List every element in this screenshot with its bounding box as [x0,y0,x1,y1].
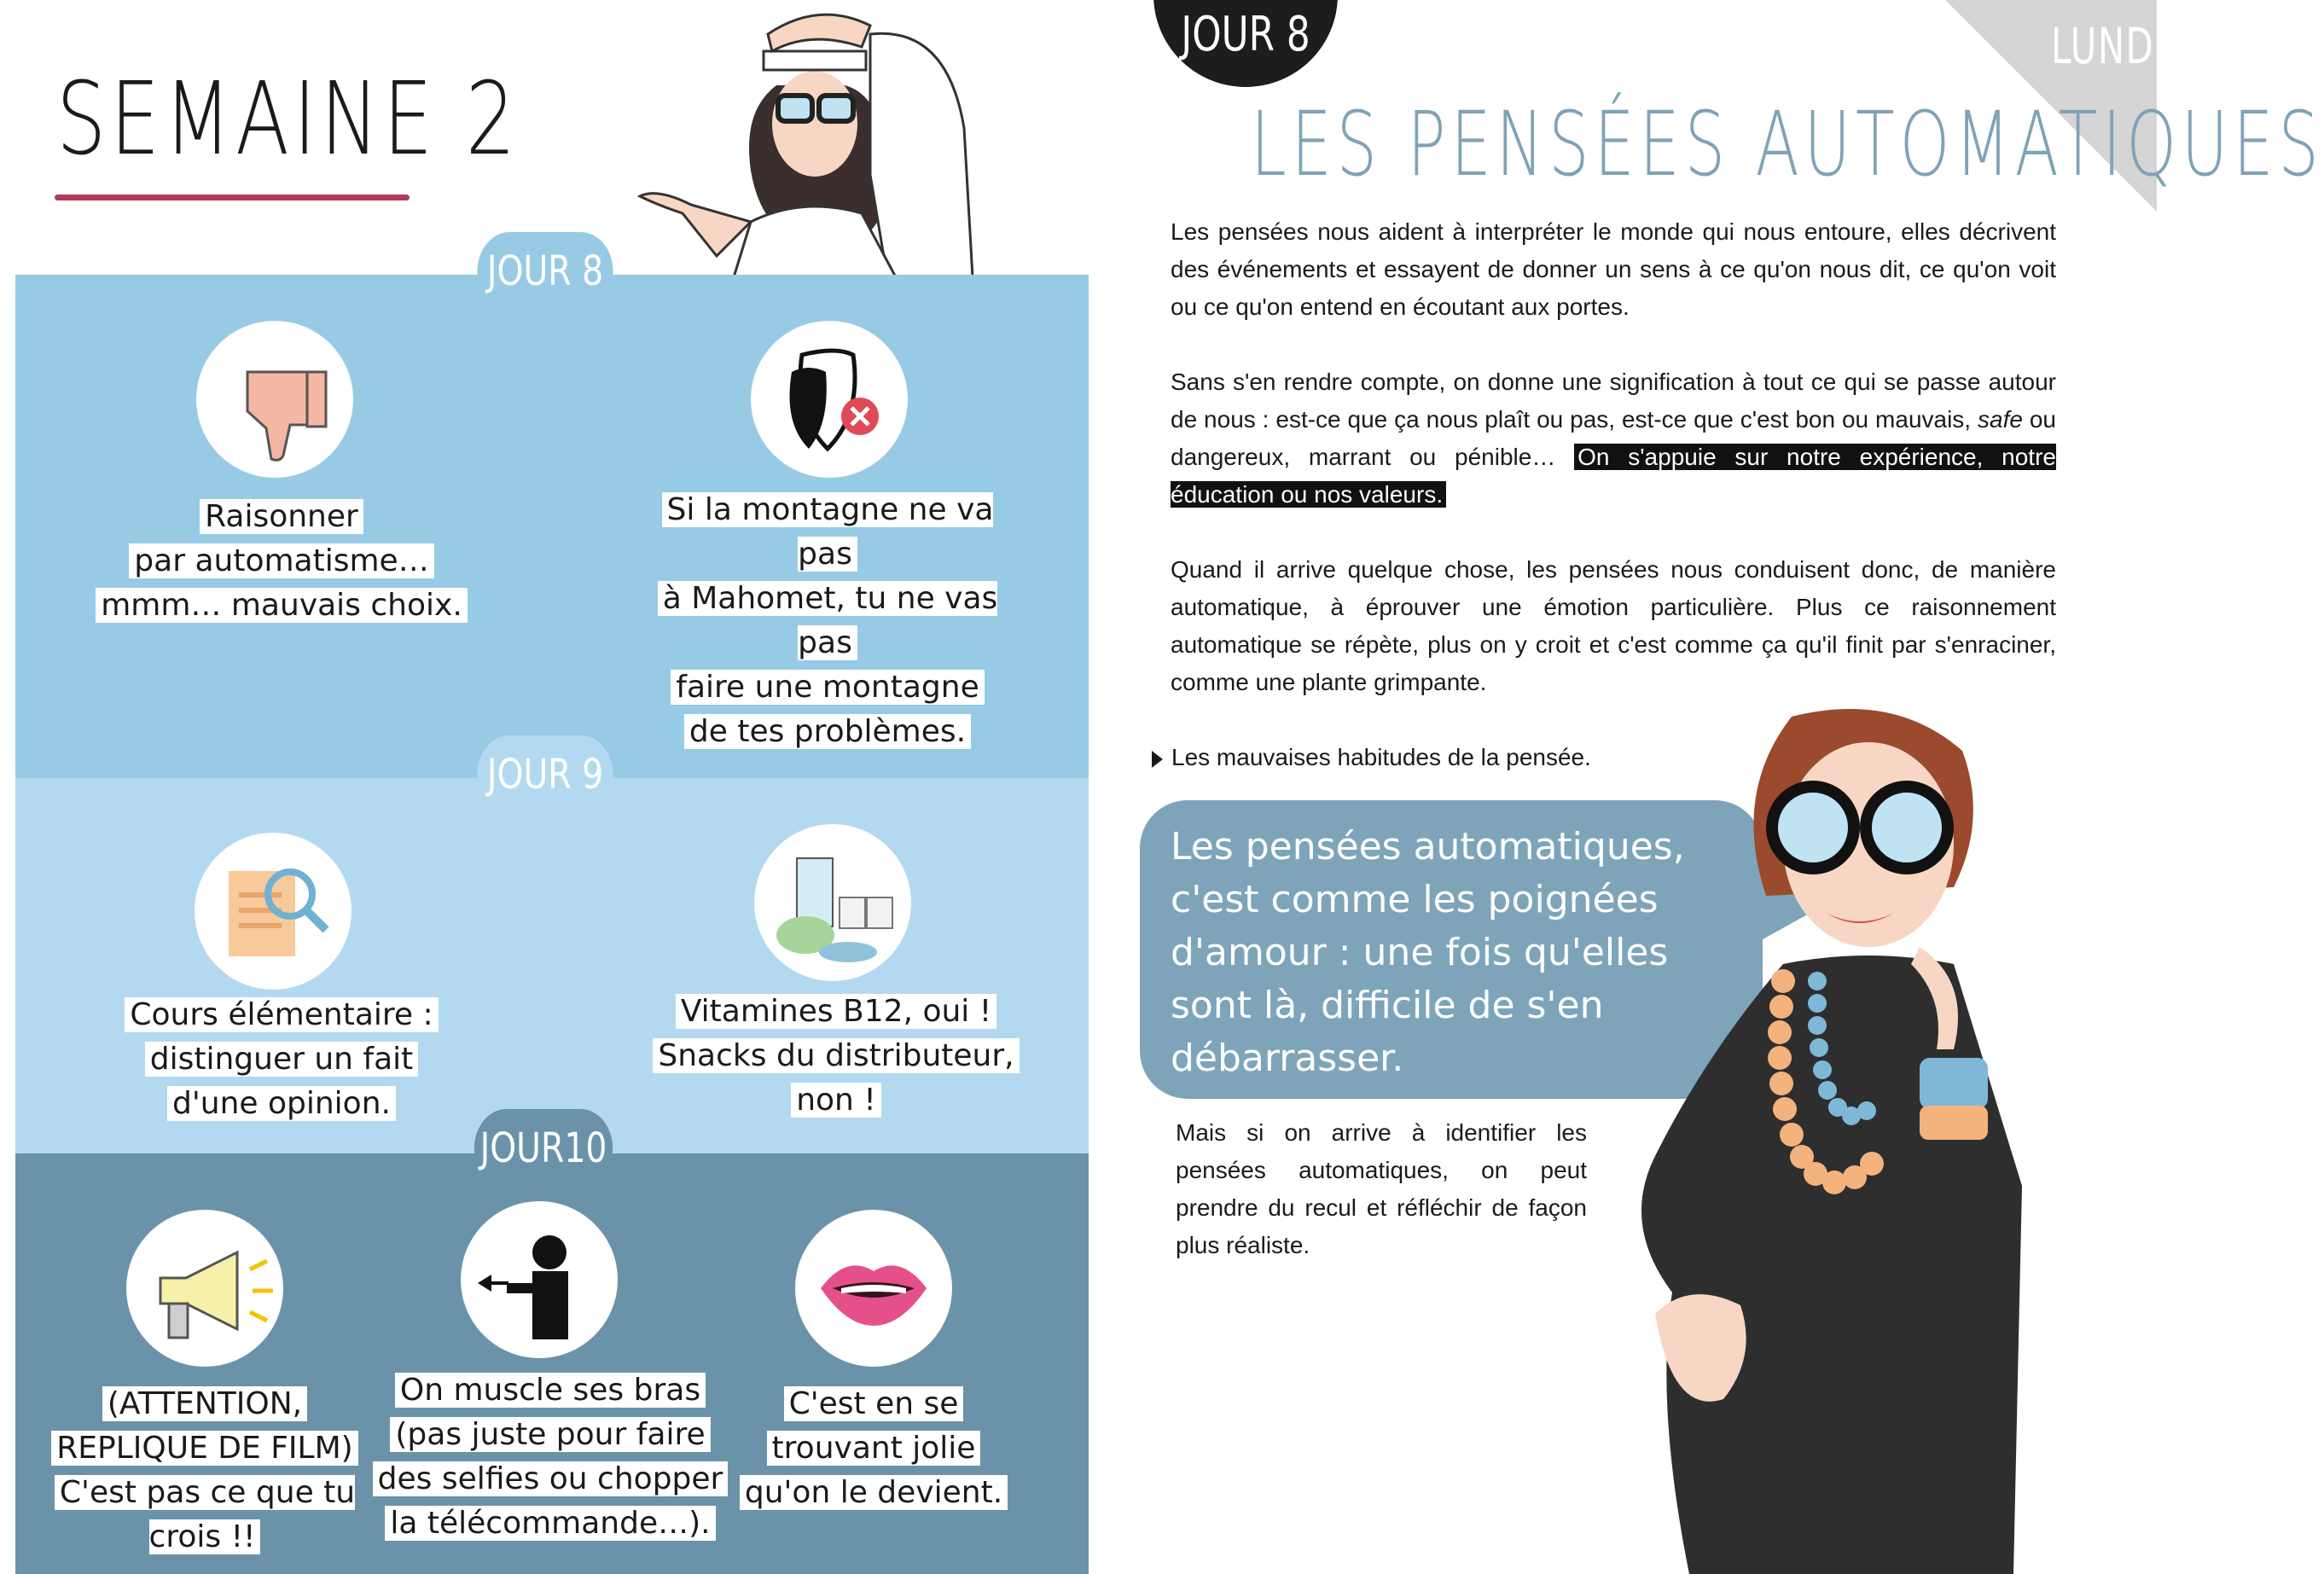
jour9-caption-1: Cours élémentaire : distinguer un fait d'une opinion. [94,993,469,1126]
lips-icon [795,1210,952,1367]
groceries-icon [754,824,911,981]
jour10-caption-2: On muscle ses bras (pas juste pour faire des selfies ou chopper la télécommande…). [367,1368,734,1546]
highlighted-sentence: On s'appuie sur notre expérience, notre éducation ou nos valeurs. [1171,444,2056,508]
paragraph-2: Sans s'en rendre compte, on donne une signification à tout ce qui se passe autour de nous : est-ce que ça nous plaît ou pas, est-ce que c'est bon ou mauvais, safe ou dangereux, marrant ou pénible… On s'appuie sur notre expérience, notre éducation ou nos valeurs. [1171,369,2056,508]
jour8-label: JOUR 8 [477,232,613,311]
jour10-label: JOUR10 [474,1109,613,1188]
jour8-caption-2: Si la montagne ne va pas à Mahomet, tu ne vas pas faire une montagne de tes problèmes. [631,488,1024,754]
thumbs-down-icon [196,321,353,478]
document-magnifier-icon [195,833,352,990]
week-title-underline [55,195,410,200]
paragraph-1: Les pensées nous aident à interpréter le monde qui nous entoure, elles décrivent des événements et essayent de donner un sens à ce qu'on nous dit, ce qu'on voit ou ce qu'on entend en écoutant aux portes. [1171,218,2056,320]
jour10-caption-1: (ATTENTION, REPLIQUE DE FILM) C'est pas ce que tu crois !! [34,1382,375,1559]
woman-sunglasses-illustration [1553,700,2150,1574]
jour8-caption-1: Raisonner par automatisme… mmm… mauvais choix. [94,495,469,628]
day-badge-label: JOUR 8 [1181,7,1310,62]
weightlifter-icon [461,1201,618,1358]
corner-day-label: LUNDI [2051,17,2166,75]
side-paragraph: Mais si on arrive à identifier les pensées automatiques, on peut prendre du recul et réfléchir de façon plus réaliste. [1176,1119,1587,1258]
triangle-bullet-icon [1152,751,1163,768]
week-title: SEMAINE 2 [56,60,520,177]
speech-bubble-text: Les pensées automatiques, c'est comme les poignées d'amour : une fois qu'elles sont là, difficile de s'en débarrasser. [1171,825,1685,1080]
jour9-label: JOUR 9 [477,735,613,814]
bullet-item: Les mauvaises habitudes de la pensée. [1152,744,1591,771]
megaphone-icon [126,1210,283,1367]
woman-looking-illustration [555,0,998,277]
page-title: LES PENSÉES AUTOMATIQUES [1251,92,2324,196]
jour10-caption-3: C'est en se trouvant jolie qu'on le devient. [712,1382,1036,1515]
paragraph-3: Quand il arrive quelque chose, les pensées nous conduisent donc, de manière automatique, à éprouver une émotion particulière. Plus ce raisonnement automatique se répète, plus on y croit et c'est comme ça qu'il finit par s'enraciner, comme une plante grimpante. [1171,556,2056,695]
jour9-caption-2: Vitamines B12, oui ! Snacks du distributeur, non ! [640,990,1032,1123]
theater-masks-icon [751,321,908,478]
